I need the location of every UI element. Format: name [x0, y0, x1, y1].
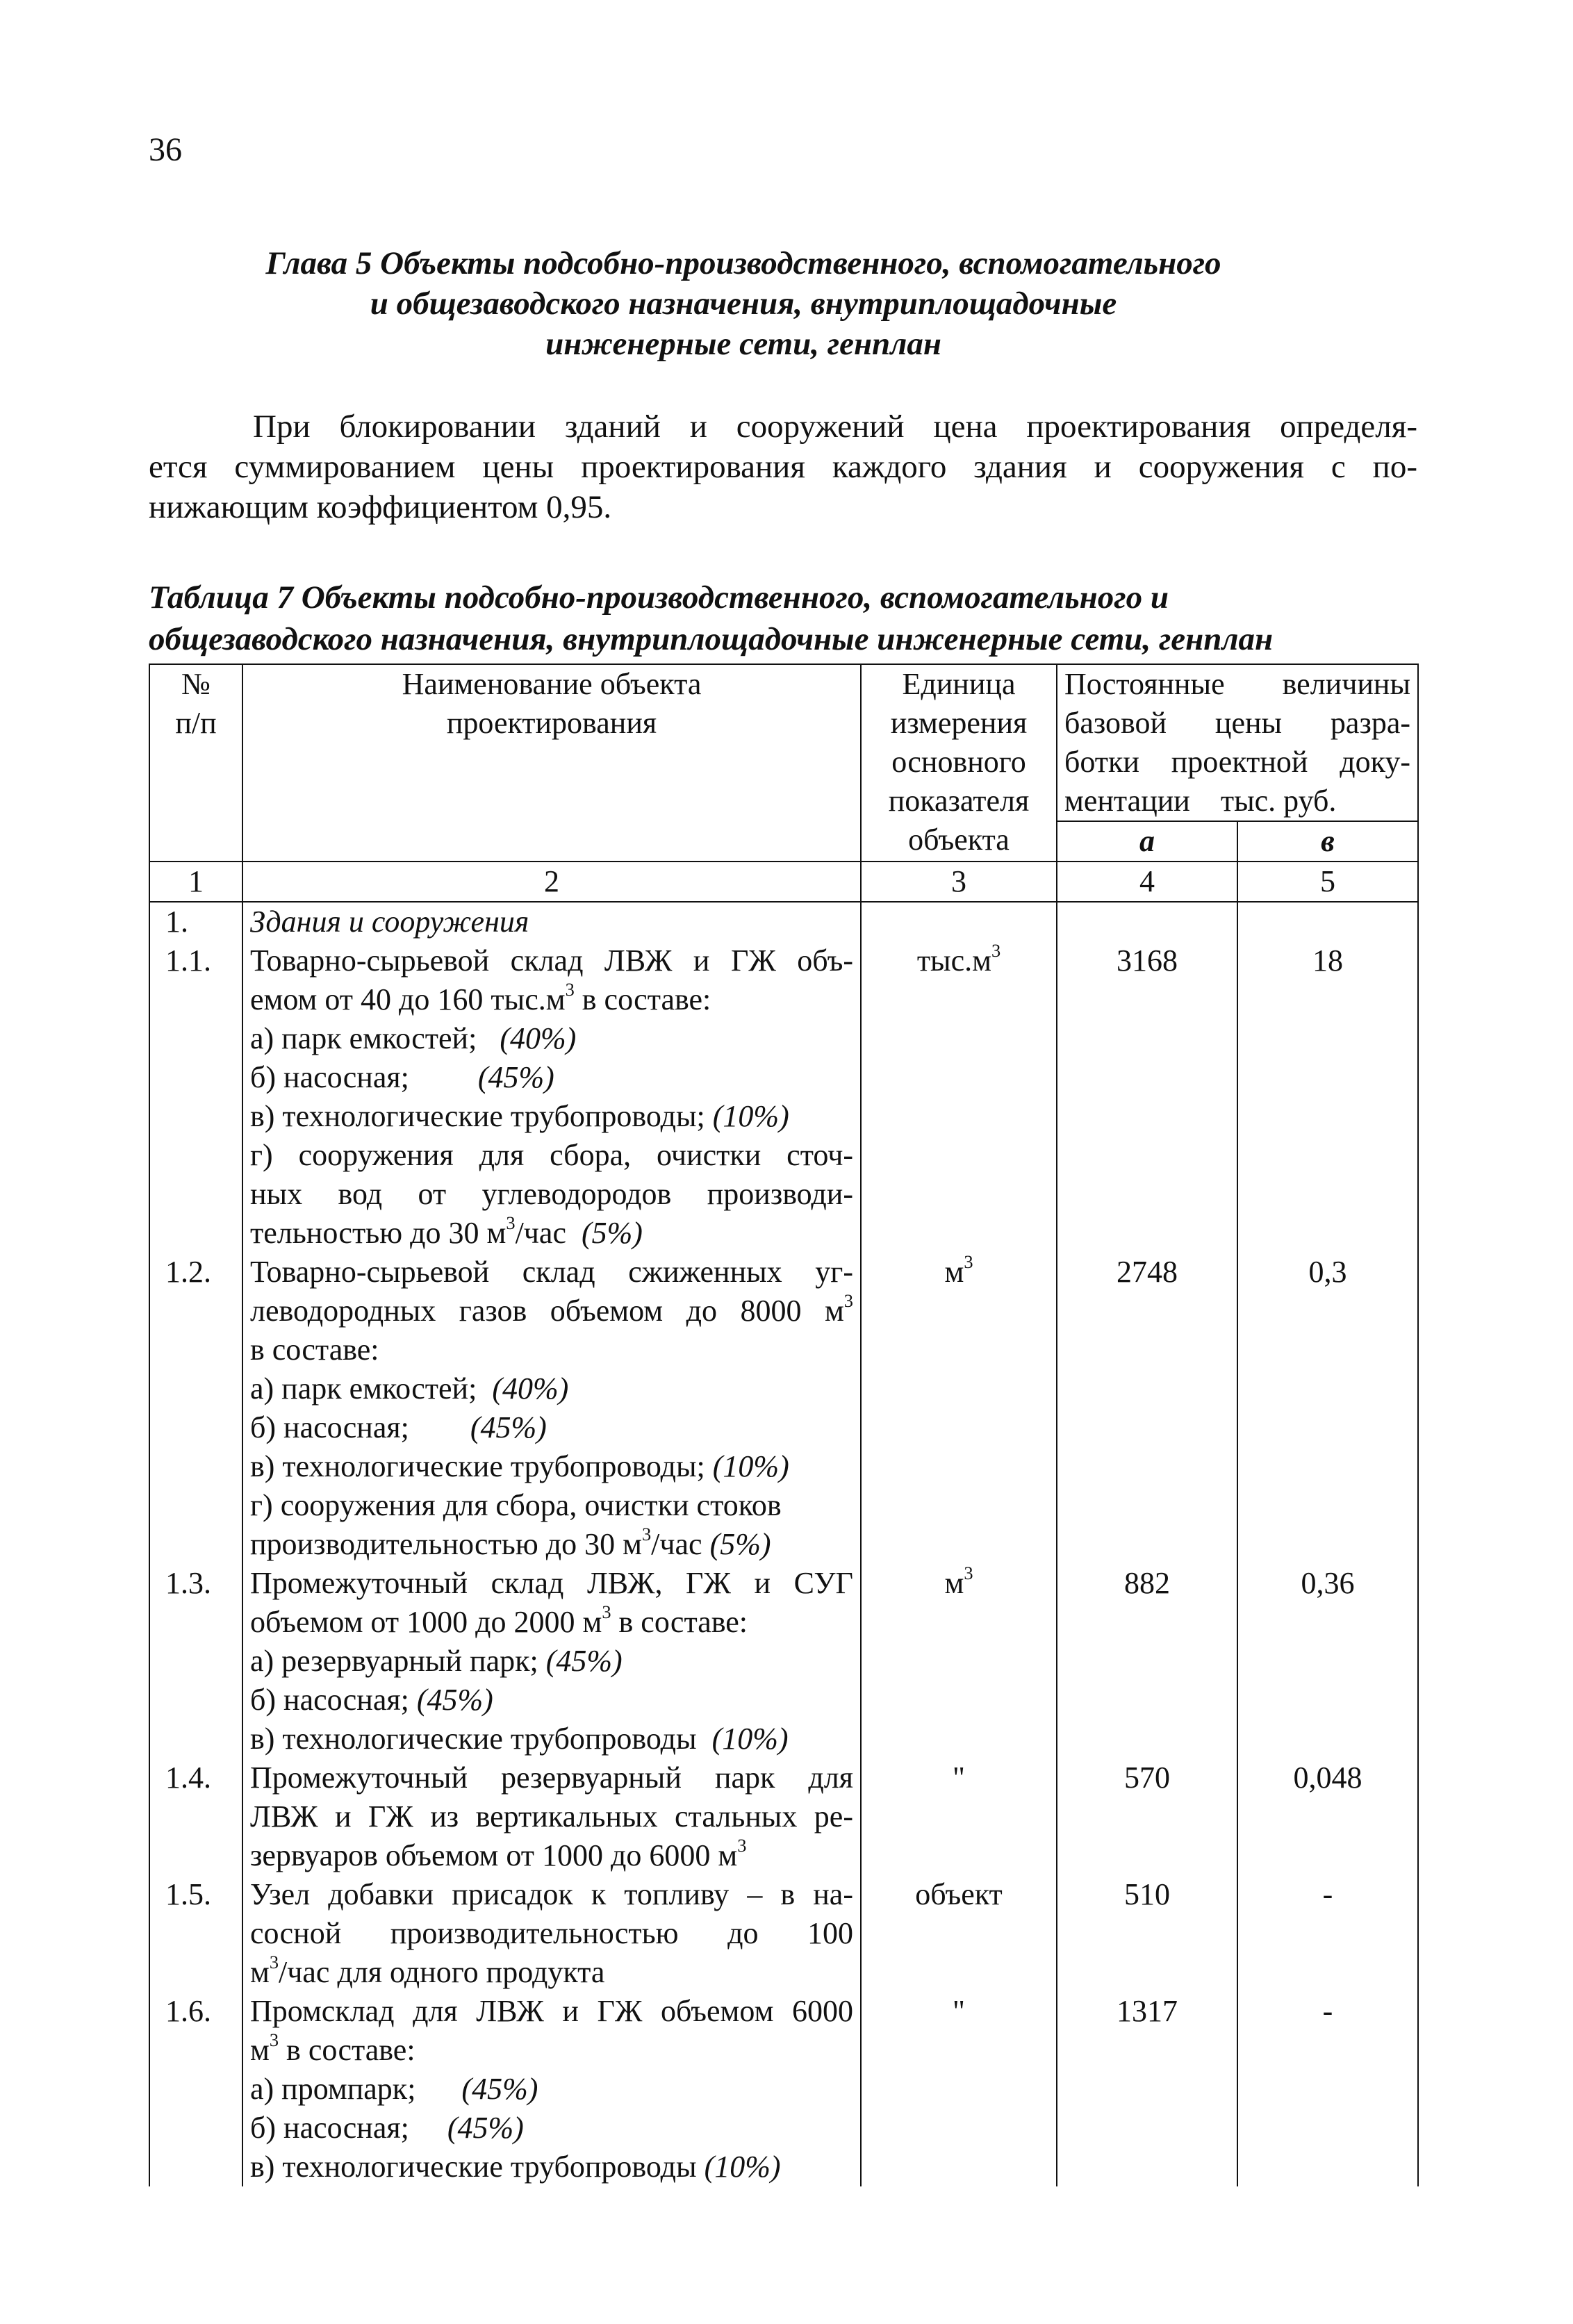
row-unit: " — [861, 1992, 1057, 2186]
intro-line: нижающим коэффициентом 0,95. — [149, 489, 612, 525]
row-name: Товарно-сырьевой склад сжиженных уг- леводородных газов объемом до 8000 $м^3$ в составе: а) парк емкостей; (40%) б) насосная; (45%) в) технологические трубопроводы; (10%) г) сооружения для сбора, очистки стоков производительностью до 30 $м^3$/час (5%) — [242, 1253, 861, 1564]
header-name: Наименование объекта проектирования — [242, 664, 861, 862]
row-unit: объект — [861, 1875, 1057, 1992]
table-row — [149, 1564, 1418, 1758]
table-caption-line: общезаводского назначения, внутриплощадочные инженерные сети, генплан — [149, 621, 1274, 657]
row-num: 1.6. — [149, 1992, 242, 2186]
column-number: 3 — [861, 862, 1057, 902]
table-row — [149, 1253, 1418, 1564]
row-value-a: 510 — [1057, 1875, 1237, 1992]
intro-line: ется суммированием цены проектирования каждого здания и сооружения с по- — [149, 449, 1417, 485]
row-value-b: - — [1237, 1875, 1418, 1992]
row-num: 1.5. — [149, 1875, 242, 1992]
row-name: Промсклад для ЛВЖ и ГЖ объемом 6000 $м^3$ в составе: а) промпарк; (45%) б) насосная; (45%) в) технологические трубопроводы (10%) — [242, 1992, 861, 2186]
row-name: Промежуточный склад ЛВЖ, ГЖ и СУГ объемом от 1000 до 2000 $м^3$ в составе: а) резервуарный парк; (45%) б) насосная; (45%) в) технологические трубопроводы (10%) — [242, 1564, 861, 1758]
row-num: 1.1. — [149, 941, 242, 1253]
section-title: Здания и сооружения — [242, 902, 861, 941]
header-num: № п/п — [149, 664, 242, 862]
row-value-a: 3168 — [1057, 941, 1237, 1253]
chapter-title-line: инженерные сети, генплан — [545, 326, 941, 362]
table-row — [149, 1758, 1418, 1875]
row-value-b: 0,048 — [1237, 1758, 1418, 1875]
row-unit: $м^3$ — [861, 1564, 1057, 1758]
row-num: 1. — [149, 902, 242, 941]
row-value-a: 1317 — [1057, 1992, 1237, 2186]
row-name: Промежуточный резервуарный парк для ЛВЖ и ГЖ из вертикальных стальных ре- зервуаров объемом от 1000 до 6000 $м^3$ — [242, 1758, 861, 1875]
header-const: Постоянные величины базовой цены разра- ботки проектной доку- ментации тыс. руб. — [1057, 664, 1418, 821]
intro-line: При блокировании зданий и сооружений цена проектирования определя- — [253, 409, 1417, 445]
row-value-a: 570 — [1057, 1758, 1237, 1875]
table-row — [149, 1992, 1418, 2186]
column-number: 2 — [242, 862, 861, 902]
table-caption — [149, 577, 1417, 660]
header-unit: Единица измерения основного показателя объекта — [861, 664, 1057, 862]
page-number: 36 — [149, 131, 182, 168]
row-num: 1.3. — [149, 1564, 242, 1758]
column-number: 1 — [149, 862, 242, 902]
header-b: в — [1237, 821, 1418, 862]
row-name: Узел добавки присадок к топливу – в на- сосной производительностью до 100 $м^3$/час для одного продукта — [242, 1875, 861, 1992]
column-number: 5 — [1237, 862, 1418, 902]
table-row — [149, 1875, 1418, 1992]
row-name: Товарно-сырьевой склад ЛВЖ и ГЖ объ- емом от 40 до 160 $тыс.м^3$ в составе: а) парк емкостей; (40%) б) насосная; (45%) в) технологические трубопроводы; (10%) г) сооружения для сбора, очистки сточ- ных вод от углеводородов производи- тельностью до 30 $м^3$/час (5%) — [242, 941, 861, 1253]
section-row — [149, 902, 1418, 941]
chapter-title — [174, 243, 1313, 364]
row-value-b: 0,36 — [1237, 1564, 1418, 1758]
row-unit: $тыс.м^3$ — [861, 941, 1057, 1253]
row-unit: " — [861, 1758, 1057, 1875]
table-caption-line: Таблица 7 Объекты подсобно-производственного, вспомогательного и — [149, 579, 1169, 616]
row-value-a: 882 — [1057, 1564, 1237, 1758]
row-value-b: 0,3 — [1237, 1253, 1418, 1564]
price-table — [149, 664, 1419, 2186]
intro-paragraph — [149, 406, 1417, 527]
row-value-a: 2748 — [1057, 1253, 1237, 1564]
row-value-b: 18 — [1237, 941, 1418, 1253]
row-num: 1.2. — [149, 1253, 242, 1564]
column-number: 4 — [1057, 862, 1237, 902]
table-row — [149, 941, 1418, 1253]
column-numbers-row — [149, 862, 1418, 902]
header-a: а — [1057, 821, 1237, 862]
row-unit: $м^3$ — [861, 1253, 1057, 1564]
row-value-b: - — [1237, 1992, 1418, 2186]
chapter-title-line: Глава 5 Объекты подсобно-производственного, вспомогательного — [265, 245, 1221, 281]
row-num: 1.4. — [149, 1758, 242, 1875]
chapter-title-line: и общезаводского назначения, внутриплощадочные — [370, 286, 1117, 322]
